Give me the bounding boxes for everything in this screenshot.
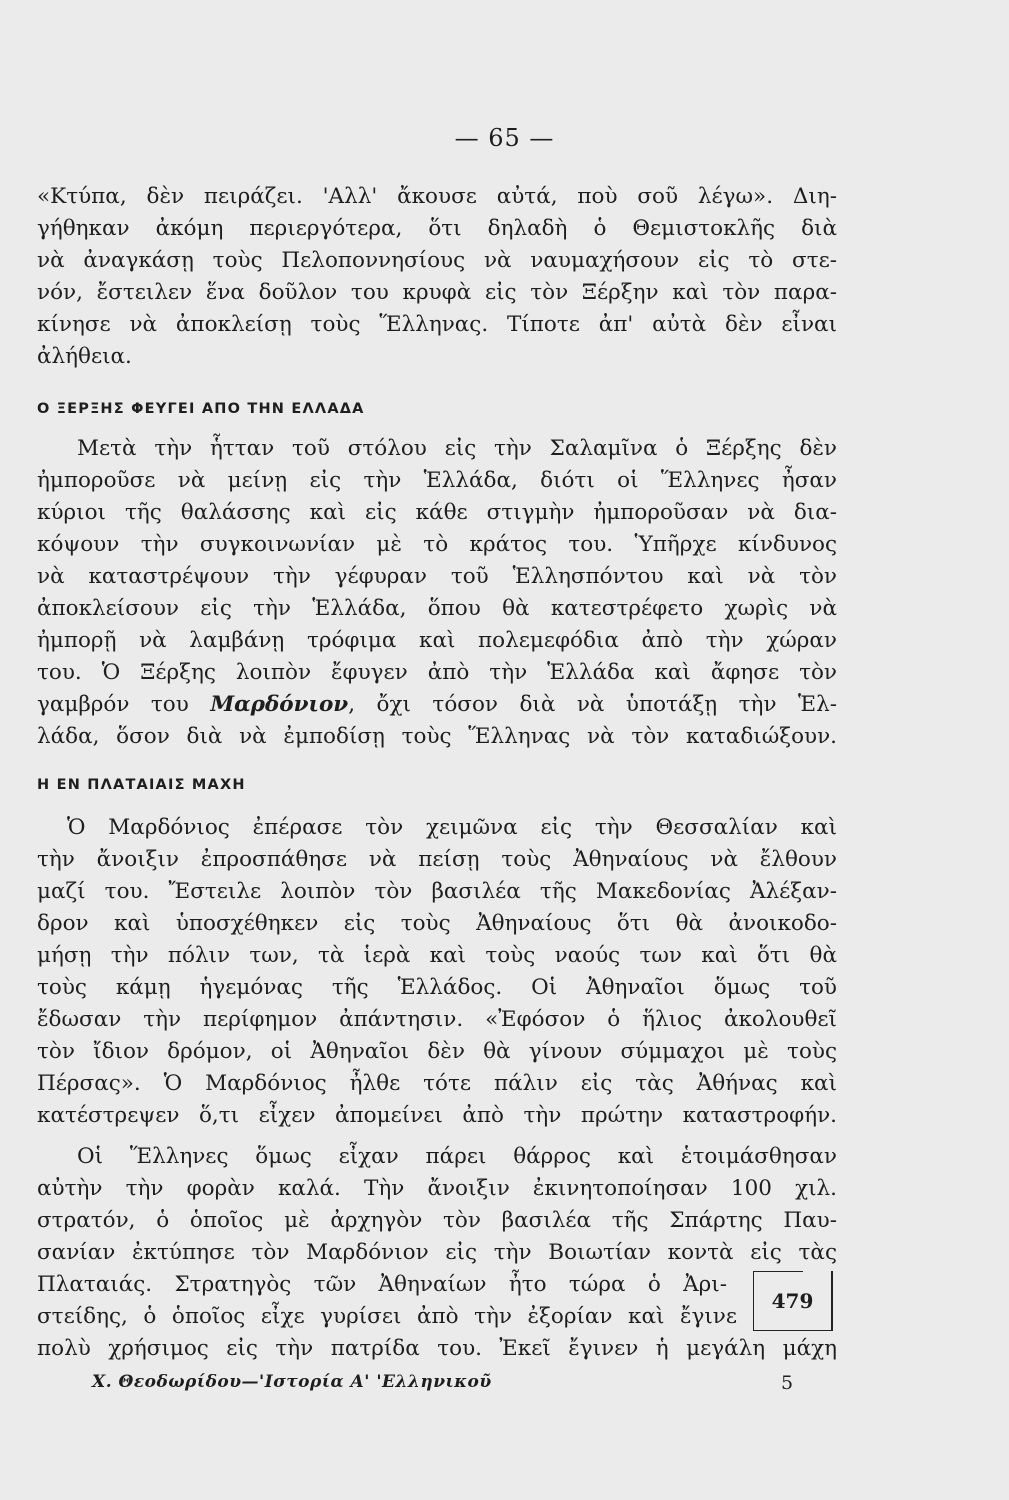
text-fragment: γαμβρόν του — [37, 692, 211, 717]
page-number: — 65 — — [454, 124, 555, 152]
text-fragment: , ὄχι τόσον διὰ νὰ ὑποτάξῃ τὴν Ἑλ- — [348, 692, 837, 717]
section-heading: Η ΕΝ ΠΛΑΤΑΙΑΙΣ ΜΑΧΗ — [37, 777, 246, 793]
text-line: «Κτύπα, δὲν πειράζει. 'Αλλ' ἄκουσε αὐτά, ποὺ σοῦ λέγω». Διη- — [37, 184, 837, 209]
text-line: νὰ ἀναγκάσῃ τοὺς Πελοποννησίους νὰ ναυμαχήσουν εἰς τὸ στε- — [37, 248, 837, 273]
text-line: ἠμπορῇ νὰ λαμβάνῃ τρόφιμα καὶ πολεμεφόδια ἀπὸ τὴν χώραν — [37, 628, 837, 653]
text-line: γήθηκαν ἀκόμη περιεργότερα, ὅτι δηλαδὴ ὁ Θεμιστοκλῆς διὰ — [37, 216, 837, 241]
archive-stamp: 479 — [753, 1271, 833, 1331]
text-line: τοὺς κάμῃ ἡγεμόνας τῆς Ἑλλάδος. Οἱ Ἀθηναῖοι ὅμως τοῦ — [37, 975, 837, 1000]
text-line: στείδης, ὁ ὁποῖος εἶχε γυρίσει ἀπὸ τὴν ἐξορίαν καὶ ἔγινε — [37, 1304, 737, 1329]
emphasized-name: Μαρδόνιον — [210, 692, 349, 717]
text-line: λάδα, ὅσον διὰ νὰ ἐμποδίσῃ τοὺς Ἕλληνας νὰ τὸν καταδιώξουν. — [37, 724, 837, 749]
text-line: του. Ὁ Ξέρξης λοιπὸν ἔφυγεν ἀπὸ τὴν Ἑλλάδα καὶ ἄφησε τὸν — [37, 660, 837, 685]
section1-paragraph — [37, 433, 837, 753]
text-line: Ὁ Μαρδόνιος ἐπέρασε τὸν χειμῶνα εἰς τὴν Θεσσαλίαν καὶ — [67, 815, 837, 840]
text-line: δρον καὶ ὑποσχέθηκεν εἰς τοὺς Ἀθηναίους ὅτι θὰ ἀνοικοδο- — [37, 911, 837, 936]
text-line: Οἱ Ἕλληνες ὅμως εἶχαν πάρει θάρρος καὶ ἑτοιμάσθησαν — [77, 1144, 837, 1169]
text-line: μαζί του. Ἔστειλε λοιπὸν τὸν βασιλέα τῆς Μακεδονίας Ἀλέξαν- — [37, 879, 837, 904]
text-line — [37, 689, 837, 721]
section2-paragraph — [37, 812, 837, 1132]
section-heading: Ο ΞΕΡΞΗΣ ΦΕΥΓΕΙ ΑΠΟ ΤΗΝ ΕΛΛΑΔΑ — [37, 401, 365, 417]
text-line: αὐτὴν τὴν φορὰν καλά. Τὴν ἄνοιξιν ἐκινητοποίησαν 100 χιλ. — [37, 1176, 837, 1201]
section3-paragraph — [37, 1141, 837, 1365]
text-line: στρατόν, ὁ ὁποῖος μὲ ἀρχηγὸν τὸν βασιλέα τῆς Σπάρτης Παυ- — [37, 1208, 837, 1233]
text-line: κόψουν τὴν συγκοινωνίαν μὲ τὸ κράτος του. Ὑπῆρχε κίνδυνος — [37, 532, 837, 557]
text-line: τὸν ἴδιον δρόμον, οἱ Ἀθηναῖοι δὲν θὰ γίνουν σύμμαχοι μὲ τοὺς — [37, 1039, 837, 1064]
text-line: νὰ καταστρέψουν τὴν γέφυραν τοῦ Ἑλλησπόντου καὶ νὰ τὸν — [37, 564, 837, 589]
text-line: ἀποκλείσουν εἰς τὴν Ἑλλάδα, ὅπου θὰ κατεστρέφετο χωρὶς νὰ — [37, 596, 837, 621]
text-line: Πλαταιάς. Στρατηγὸς τῶν Ἀθηναίων ἦτο τώρα ὁ Ἀρι- — [37, 1272, 727, 1297]
text-line: μήσῃ τὴν πόλιν των, τὰ ἱερὰ καὶ τοὺς ναούς των καὶ ὅτι θὰ — [37, 943, 837, 968]
text-line: νόν, ἔστειλεν ἕνα δοῦλον του κρυφὰ εἰς τὸν Ξέρξην καὶ τὸν παρα- — [37, 280, 837, 305]
text-line: πολὺ χρήσιμος εἰς τὴν πατρίδα του. Ἐκεῖ ἔγινεν ἡ μεγάλη μάχη — [37, 1336, 837, 1361]
text-line: Πέρσας». Ὁ Μαρδόνιος ἦλθε τότε πάλιν εἰς τὰς Ἀθήνας καὶ — [37, 1071, 837, 1096]
text-line: ἔδωσαν τὴν περίφημον ἀπάντησιν. «Ἐφόσον ὁ ἥλιος ἀκολουθεῖ — [37, 1007, 837, 1032]
text-line: Μετὰ τὴν ἧτταν τοῦ στόλου εἰς τὴν Σαλαμῖνα ὁ Ξέρξης δὲν — [77, 436, 837, 461]
text-line: ἠμποροῦσε νὰ μείνῃ εἰς τὴν Ἑλλάδα, διότι οἱ Ἕλληνες ἦσαν — [37, 468, 837, 493]
text-line: κύριοι τῆς θαλάσσης καὶ εἰς κάθε στιγμὴν ἠμποροῦσαν νὰ δια- — [37, 500, 837, 525]
text-line: κίνησε νὰ ἀποκλείσῃ τοὺς Ἕλληνας. Τίποτε ἀπ' αὐτὰ δὲν εἶναι — [37, 312, 837, 337]
signature-mark: 5 — [781, 1372, 794, 1394]
text-line: σανίαν ἐκτύπησε τὸν Μαρδόνιον εἰς τὴν Βοιωτίαν κοντὰ εἰς τὰς — [37, 1240, 837, 1265]
footer-credit: Χ. Θεοδωρίδου—'Ιστορία Α' 'Ελληνικοῦ — [92, 1372, 492, 1392]
text-line: ἀλήθεια. — [37, 344, 132, 369]
text-line: τὴν ἄνοιξιν ἐπροσπάθησε νὰ πείσῃ τοὺς Ἀθηναίους νὰ ἔλθουν — [37, 847, 837, 872]
text-line: κατέστρεψεν ὅ,τι εἶχεν ἀπομείνει ἀπὸ τὴν πρώτην καταστροφήν. — [37, 1103, 837, 1128]
intro-paragraph — [37, 181, 837, 373]
